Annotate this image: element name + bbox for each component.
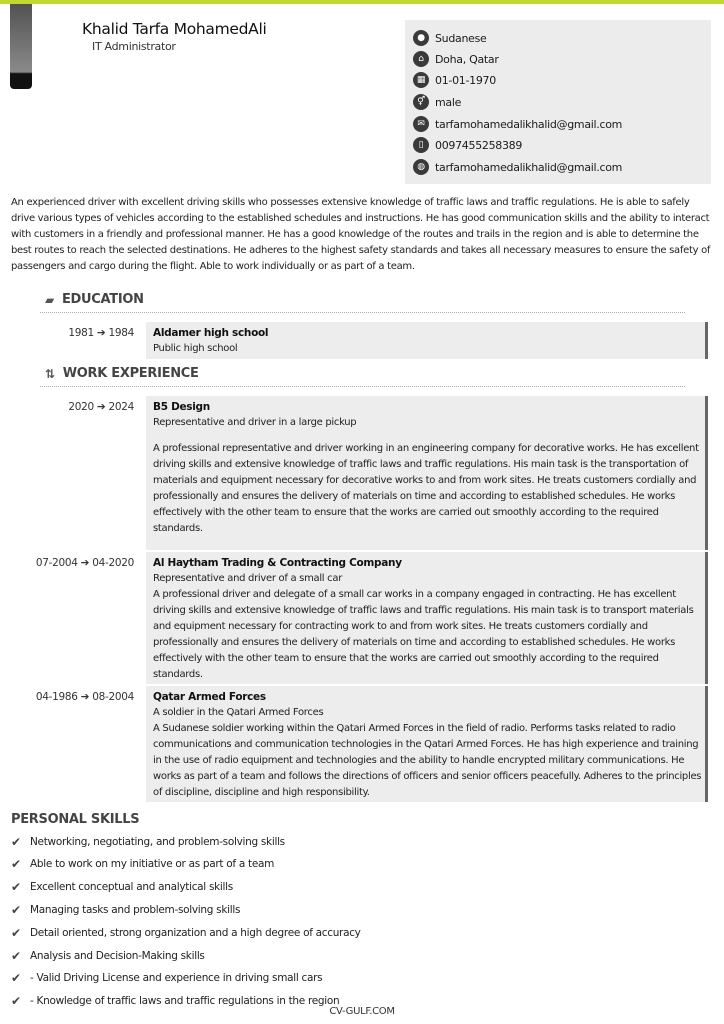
contact-email[interactable]: ✉ tarfamohamedalikhalid@gmail.com bbox=[413, 114, 622, 134]
phone-icon: ▯ bbox=[413, 137, 429, 153]
job-description: A professional driver and delegate of a small car works in a company engaged in contracting. He has excellent driving skills and extensive knowledge of traffic laws and traffic regulations. His main task is to transport materials and equipment necessary for contracting work to and from work sites. He treats customers cordially and professionally and ensures the delivery of materials on time and according to established schedules. He works effectively with the other team to ensure that the works are carried out smoothly according to the required standards. bbox=[153, 589, 694, 680]
contact-phone: ▯ 0097455258389 bbox=[413, 135, 522, 155]
job-title: Representative and driver of a small car bbox=[153, 573, 343, 584]
job-entry bbox=[146, 552, 708, 684]
job-title: Representative and driver in a large pickup bbox=[153, 417, 357, 428]
job-entry bbox=[146, 686, 708, 802]
work-experience-heading: ⇅ WORK EXPERIENCE bbox=[45, 366, 199, 381]
contact-panel bbox=[405, 20, 711, 184]
personal-skills-heading: PERSONAL SKILLS bbox=[11, 812, 140, 827]
contact-website[interactable]: ◍ tarfamohamedalikhalid@gmail.com bbox=[413, 157, 622, 177]
contact-birthdate: ▦ 01-01-1970 bbox=[413, 70, 496, 90]
job-dates: 2020 ➔ 2024 bbox=[68, 401, 134, 413]
skill-item: ✔ - Valid Driving License and experience in driving small cars bbox=[11, 971, 323, 985]
sort-icon: ⇅ bbox=[45, 366, 55, 381]
graduation-cap-icon: ▰ bbox=[45, 292, 54, 307]
section-divider bbox=[40, 312, 685, 313]
header-tab-decoration bbox=[10, 4, 32, 89]
profile-summary: An experienced driver with excellent driving skills who possesses extensive knowledge of traffic laws and traffic regulations. He is able to safely drive various types of vehicles according to the established schedules and instructions. He has good communication skills and the ability to interact with customers in a friendly and professional manner. He has a good knowledge of the routes and trails in the region and is able to determine the best routes to reach the selected destinations. He adheres to the highest safety standards and takes all necessary measures to ensure the safety of passengers and cargo during the flight. Able to work individually or as part of a team. bbox=[11, 197, 711, 272]
checkmark-icon: ✔ bbox=[11, 994, 21, 1008]
school-type: Public high school bbox=[153, 343, 238, 354]
school-name: Aldamer high school bbox=[153, 327, 269, 339]
contact-address: ⌂ Doha, Qatar bbox=[413, 49, 499, 69]
checkmark-icon: ✔ bbox=[11, 949, 21, 963]
home-icon: ⌂ bbox=[413, 51, 429, 67]
footer-watermark[interactable]: CV-GULF.COM bbox=[329, 1006, 395, 1017]
skill-item: ✔ Excellent conceptual and analytical skills bbox=[11, 880, 233, 894]
email-icon: ✉ bbox=[413, 116, 429, 132]
checkmark-icon: ✔ bbox=[11, 835, 21, 849]
location-icon: ● bbox=[413, 30, 429, 46]
job-description: A Sudanese soldier working within the Qatari Armed Forces in the field of radio. Performs tasks related to radio communications and communication technologies in the Qatari Armed Forces. He has high experience and training in the use of radio equipment and technologies and the ability to handle encrypted military communications. He works as part of a team and follows the directions of officers and senior officers peacefully. Adheres to the principles of discipline, discipline and high responsibility. bbox=[153, 723, 702, 798]
top-accent-bar bbox=[0, 0, 724, 4]
section-divider bbox=[40, 386, 685, 387]
calendar-icon: ▦ bbox=[413, 72, 429, 88]
education-dates: 1981 ➔ 1984 bbox=[68, 327, 134, 339]
checkmark-icon: ✔ bbox=[11, 926, 21, 940]
skill-item: ✔ Analysis and Decision-Making skills bbox=[11, 949, 205, 963]
skill-item: ✔ Managing tasks and problem-solving skills bbox=[11, 903, 241, 917]
gender-icon: ⚥ bbox=[413, 94, 429, 110]
checkmark-icon: ✔ bbox=[11, 880, 21, 894]
job-dates: 04-1986 ➔ 08-2004 bbox=[35, 691, 134, 703]
contact-gender: ⚥ male bbox=[413, 92, 461, 112]
employer-name: B5 Design bbox=[153, 401, 210, 413]
candidate-title: IT Administrator bbox=[92, 40, 176, 53]
education-entry bbox=[146, 322, 708, 359]
skill-item: ✔ Networking, negotiating, and problem-solving skills bbox=[11, 835, 285, 849]
job-entry bbox=[146, 396, 708, 550]
skill-item: ✔ Able to work on my initiative or as part of a team bbox=[11, 857, 275, 871]
checkmark-icon: ✔ bbox=[11, 903, 21, 917]
job-dates: 07-2004 ➔ 04-2020 bbox=[35, 557, 134, 569]
education-heading: ▰ EDUCATION bbox=[45, 292, 144, 307]
candidate-name: Khalid Tarfa MohamedAli bbox=[82, 20, 267, 38]
employer-name: Qatar Armed Forces bbox=[153, 691, 266, 703]
skill-item: ✔ Detail oriented, strong organization and a high degree of accuracy bbox=[11, 926, 361, 940]
employer-name: Al Haytham Trading & Contracting Company bbox=[153, 557, 402, 569]
checkmark-icon: ✔ bbox=[11, 857, 21, 871]
skill-item: ✔ - Knowledge of traffic laws and traffic regulations in the region bbox=[11, 994, 340, 1008]
job-title: A soldier in the Qatari Armed Forces bbox=[153, 707, 324, 718]
contact-nationality: ● Sudanese bbox=[413, 28, 487, 48]
globe-icon: ◍ bbox=[413, 159, 429, 175]
checkmark-icon: ✔ bbox=[11, 971, 21, 985]
job-description: A professional representative and driver working in an engineering company for decorative works. He has excellent driving skills and extensive knowledge of traffic laws and traffic regulations. His main task is the transportation of materials and equipment necessary for decorative works to and from work sites. He treats customers cordially and professionally and ensures the delivery of materials on time and according to established schedules. He works effectively with the other team to ensure that the works are carried out smoothly according to the required standards. bbox=[153, 443, 699, 534]
